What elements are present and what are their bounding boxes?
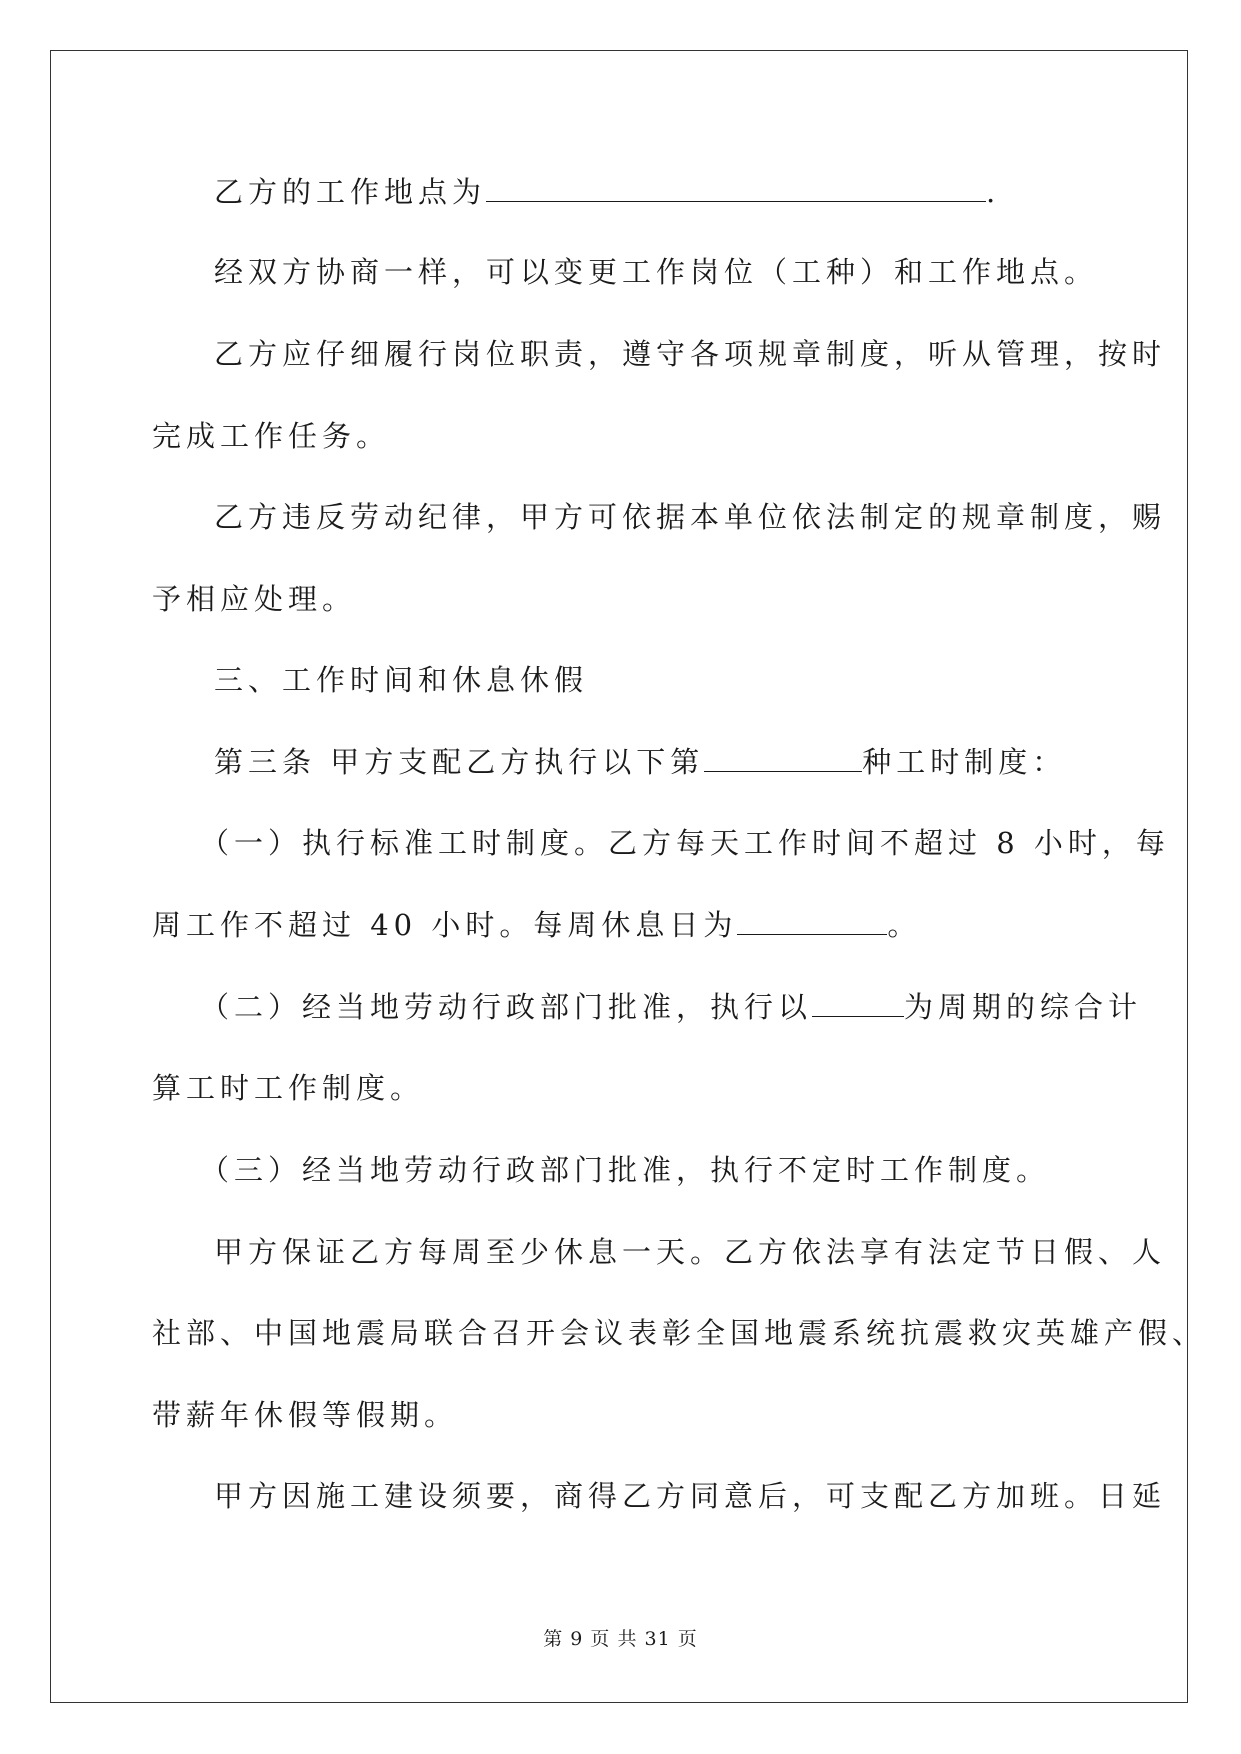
text-line-6: 予相应处理。 — [152, 582, 357, 616]
text: 。 — [887, 908, 922, 942]
page-number: 第 9 页 共 31 页 — [543, 1628, 698, 1650]
text-line-14: 甲方保证乙方每周至少休息一天。乙方依法享有法定节日假、人 — [214, 1235, 1167, 1269]
text: 乙方的工作地点为 — [214, 175, 487, 209]
text-line-2: 经双方协商一样，可以变更工作岗位（工种）和工作地点。 — [214, 255, 1099, 289]
text-line-9: （一）执行标准工时制度。乙方每天工作时间不超过 8 小时，每 — [200, 826, 1170, 860]
text: 为周期的综合计 — [904, 990, 1143, 1024]
text-line-12: 算工时工作制度。 — [152, 1071, 425, 1105]
blank-field-hours-type — [704, 743, 862, 772]
text: 周工作不超过 40 小时。每周休息日为 — [152, 908, 738, 942]
text-line-17: 甲方因施工建设须要，商得乙方同意后，可支配乙方加班。日延 — [214, 1479, 1167, 1513]
text-line-5: 乙方违反劳动纪律，甲方可依据本单位依法制定的规章制度，赐 — [214, 500, 1167, 534]
text-line-4: 完成工作任务。 — [152, 419, 391, 453]
blank-field-work-location — [486, 173, 986, 202]
text-line-3: 乙方应仔细履行岗位职责，遵守各项规章制度，听从管理，按时 — [214, 337, 1167, 371]
text-line-15: 社部、中国地震局联合召开会议表彰全国地震系统抗震救灾英雄产假、 — [152, 1316, 1207, 1350]
page-border — [50, 50, 1188, 1703]
text: . — [986, 175, 1001, 209]
text-line-13: （三）经当地劳动行政部门批准，执行不定时工作制度。 — [200, 1153, 1051, 1187]
text-line-8 — [214, 742, 1066, 782]
text-line-10 — [152, 905, 921, 945]
text: （二）经当地劳动行政部门批准，执行以 — [200, 990, 813, 1024]
text-line-1 — [214, 172, 1000, 212]
text: 第三条 甲方支配乙方执行以下第 — [214, 745, 705, 779]
text-line-16: 带薪年休假等假期。 — [152, 1398, 459, 1432]
blank-field-period — [812, 988, 904, 1017]
section-heading: 三、工作时间和休息休假 — [214, 663, 589, 697]
text-line-11 — [200, 987, 1142, 1027]
blank-field-rest-day — [737, 906, 887, 935]
text: 种工时制度： — [862, 745, 1067, 779]
